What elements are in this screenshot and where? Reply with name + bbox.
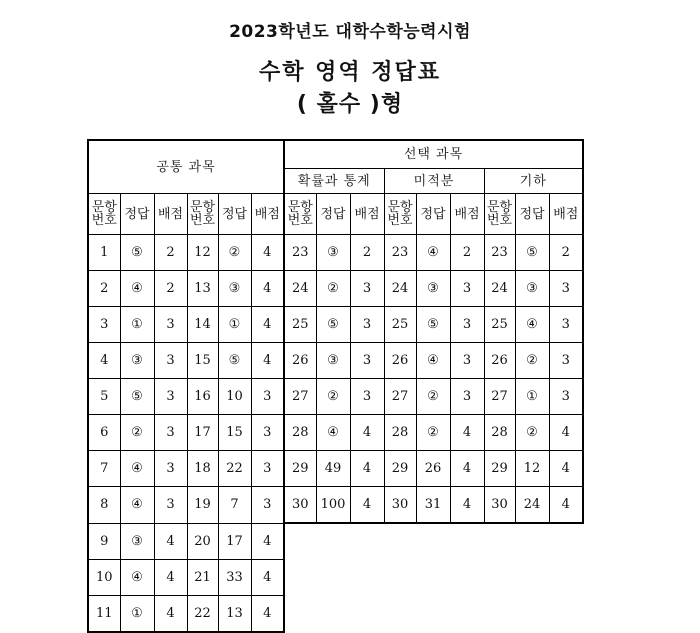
answer-value: ⑤ [218,343,251,379]
points-value: 4 [450,415,484,451]
answer-value: ① [120,307,154,343]
question-number: 17 [187,415,218,451]
question-number: 7 [88,451,120,487]
question-number: 11 [88,595,120,632]
question-number: 28 [384,415,416,451]
question-number: 29 [484,451,515,487]
points-value: 3 [350,271,384,307]
answer-value: ③ [120,343,154,379]
answer-header: 정답 [416,194,450,235]
points-value: 4 [450,487,484,524]
question-number: 23 [484,235,515,271]
points-value: 3 [549,379,583,415]
table-row [88,235,583,271]
points-value: 3 [251,487,284,524]
points-value: 4 [350,487,384,524]
answer-value: ⑤ [120,235,154,271]
answer-value: 24 [515,487,549,524]
answer-value: ② [416,415,450,451]
answer-value: 26 [416,451,450,487]
answer-value: ④ [120,451,154,487]
geometry-header: 기하 [484,169,583,194]
question-number: 8 [88,487,120,524]
points-value: 4 [549,415,583,451]
question-number-header: 문항 번호 [88,194,120,235]
question-number: 28 [484,415,515,451]
answer-value: ④ [120,487,154,524]
answer-value: 33 [218,559,251,595]
question-number: 22 [187,595,218,632]
question-number-header: 문항 번호 [187,194,218,235]
answer-value: ③ [218,271,251,307]
question-number: 26 [484,343,515,379]
points-value: 3 [450,343,484,379]
question-number-header: 문항 번호 [384,194,416,235]
points-value: 3 [154,451,187,487]
question-number: 24 [284,271,316,307]
exam-type-title: ( 홀수 )형 [296,92,404,117]
answer-value: 17 [218,523,251,559]
answer-table [87,139,584,633]
header-row-groups [88,140,583,169]
question-number: 20 [187,523,218,559]
question-number: 6 [88,415,120,451]
question-number: 25 [384,307,416,343]
question-number: 9 [88,523,120,559]
points-value: 4 [350,415,384,451]
question-number: 24 [484,271,515,307]
points-value: 3 [154,307,187,343]
answer-value: 10 [218,379,251,415]
question-number: 5 [88,379,120,415]
answer-value: 100 [316,487,350,524]
answer-value: ③ [515,271,549,307]
table-row [88,379,583,415]
empty-area [284,595,583,632]
points-value: 4 [251,343,284,379]
points-value: 4 [251,595,284,632]
answer-value: 31 [416,487,450,524]
question-number: 1 [88,235,120,271]
points-value: 4 [450,451,484,487]
points-value: 3 [154,415,187,451]
question-number: 19 [187,487,218,524]
question-number-header: 문항 번호 [484,194,515,235]
points-value: 4 [251,523,284,559]
points-value: 3 [450,379,484,415]
table-row [88,271,583,307]
answer-value: ④ [120,271,154,307]
answer-value: ② [316,379,350,415]
points-value: 3 [350,379,384,415]
points-value: 4 [251,307,284,343]
answer-value: ① [218,307,251,343]
question-number: 28 [284,415,316,451]
answer-value: ② [120,415,154,451]
points-value: 4 [350,451,384,487]
points-value: 4 [251,271,284,307]
answer-header: 정답 [218,194,251,235]
points-value: 3 [549,343,583,379]
question-number: 24 [384,271,416,307]
answer-value: ② [218,235,251,271]
table-row [88,523,583,559]
question-number: 16 [187,379,218,415]
points-value: 3 [450,307,484,343]
points-value: 4 [154,523,187,559]
question-number: 21 [187,559,218,595]
question-number: 23 [384,235,416,271]
answer-value: 13 [218,595,251,632]
answer-value: ② [515,343,549,379]
prob-stats-header: 확률과 통계 [284,169,384,194]
question-number: 18 [187,451,218,487]
points-value: 2 [450,235,484,271]
points-value: 4 [549,487,583,524]
points-value: 3 [350,307,384,343]
table-row [88,307,583,343]
points-value: 3 [251,451,284,487]
answer-value: ③ [316,235,350,271]
points-header: 배점 [251,194,284,235]
question-number: 13 [187,271,218,307]
table-row [88,559,583,595]
table-row [88,343,583,379]
points-value: 4 [154,595,187,632]
answer-value: ④ [416,235,450,271]
question-number: 27 [484,379,515,415]
points-header: 배점 [350,194,384,235]
question-number: 25 [484,307,515,343]
points-value: 3 [251,415,284,451]
table-row [88,451,583,487]
question-number: 30 [284,487,316,524]
answer-value: 22 [218,451,251,487]
elective-subject-header: 선택 과목 [284,140,583,169]
points-value: 3 [450,271,484,307]
answer-value: ③ [316,343,350,379]
question-number: 14 [187,307,218,343]
points-value: 4 [549,451,583,487]
question-number: 29 [384,451,416,487]
points-value: 2 [154,235,187,271]
answer-value: ② [416,379,450,415]
answer-value: ④ [120,559,154,595]
empty-area [284,523,583,559]
answer-value: ④ [416,343,450,379]
exam-year-title: 2023학년도 대학수학능력시험 [229,22,471,42]
answer-header: 정답 [316,194,350,235]
points-value: 3 [549,271,583,307]
question-number: 4 [88,343,120,379]
common-subject-header: 공통 과목 [88,140,284,194]
subject-title: 수학 영역 정답표 [258,60,442,85]
answer-value: ② [515,415,549,451]
answer-value: 49 [316,451,350,487]
points-value: 2 [154,271,187,307]
answer-value: ④ [316,415,350,451]
question-number: 27 [284,379,316,415]
answer-value: 7 [218,487,251,524]
points-value: 2 [350,235,384,271]
answer-value: 12 [515,451,549,487]
question-number: 3 [88,307,120,343]
answer-value: ⑤ [416,307,450,343]
points-value: 4 [251,559,284,595]
points-value: 3 [154,343,187,379]
question-number: 23 [284,235,316,271]
answer-value: ⑤ [316,307,350,343]
table-row [88,487,583,524]
points-value: 3 [549,307,583,343]
points-value: 3 [154,379,187,415]
question-number: 26 [284,343,316,379]
header-row-columns [88,194,583,235]
points-header: 배점 [549,194,583,235]
answer-value: ① [515,379,549,415]
table-row [88,595,583,632]
question-number: 29 [284,451,316,487]
answer-value: ⑤ [120,379,154,415]
question-number: 15 [187,343,218,379]
answer-header: 정답 [515,194,549,235]
points-value: 3 [154,487,187,524]
answer-value: ③ [120,523,154,559]
points-value: 3 [350,343,384,379]
points-value: 4 [154,559,187,595]
answer-value: ③ [416,271,450,307]
empty-area [284,559,583,595]
question-number: 30 [484,487,515,524]
points-header: 배점 [450,194,484,235]
points-value: 3 [251,379,284,415]
answer-value: ⑤ [515,235,549,271]
question-number: 27 [384,379,416,415]
question-number: 2 [88,271,120,307]
points-header: 배점 [154,194,187,235]
question-number: 30 [384,487,416,524]
table-row [88,415,583,451]
question-number: 10 [88,559,120,595]
points-value: 4 [251,235,284,271]
points-value: 2 [549,235,583,271]
question-number: 26 [384,343,416,379]
calculus-header: 미적분 [384,169,484,194]
answer-header: 정답 [120,194,154,235]
answer-value: ④ [515,307,549,343]
answer-value: 15 [218,415,251,451]
question-number: 25 [284,307,316,343]
answer-value: ② [316,271,350,307]
answer-value: ① [120,595,154,632]
question-number-header: 문항 번호 [284,194,316,235]
question-number: 12 [187,235,218,271]
